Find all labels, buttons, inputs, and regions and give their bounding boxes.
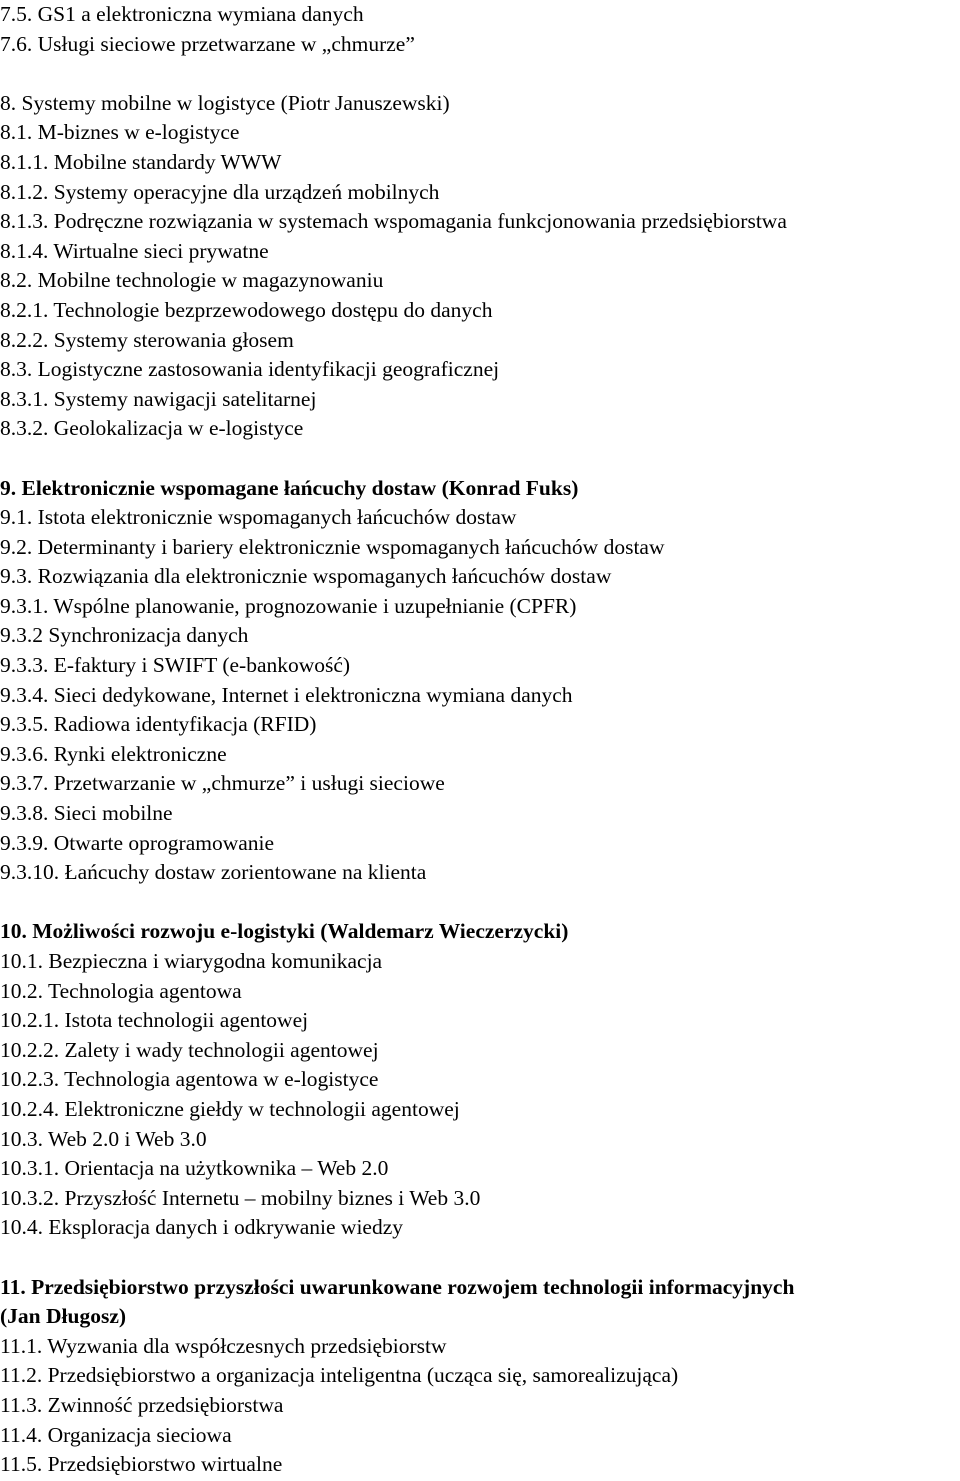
entry-number: 8.1.4. [0, 238, 49, 263]
entry-title: Determinanty i bariery elektronicznie wspomaganych łańcuchów dostaw [37, 534, 665, 559]
toc-entry [0, 1036, 960, 1066]
entry-number: 10.3.1. [0, 1156, 60, 1181]
toc-entry [0, 829, 960, 859]
toc-entry [0, 207, 960, 237]
entry-title: Technologia agentowa [48, 978, 242, 1003]
entry-title: Systemy operacyjne dla urządzeń mobilnych [53, 179, 440, 204]
toc-entry [0, 1006, 960, 1036]
entry-number: 9.3.7. [0, 771, 49, 796]
toc-entry [0, 266, 960, 296]
toc-entry [0, 1125, 960, 1155]
entry-number: 10.2.1. [0, 1008, 60, 1033]
entry-title: Rynki elektroniczne [53, 741, 227, 766]
entry-number: 9.3.1. [0, 593, 49, 618]
entry-number: 11.2. [0, 1363, 43, 1388]
chapter-heading: 11. Przedsiębiorstwo przyszłości uwarunkowane rozwojem technologii informacyjnych [0, 1274, 795, 1299]
entry-title: Systemy nawigacji satelitarnej [53, 386, 317, 411]
entry-title: Przedsiębiorstwo a organizacja inteligentna (ucząca się, samorealizująca) [47, 1363, 679, 1388]
entry-number: 8.2.1. [0, 297, 49, 322]
toc-entry [0, 562, 960, 592]
entry-title: Organizacja sieciowa [47, 1422, 232, 1447]
toc-entry [0, 1184, 960, 1214]
entry-number: 10.3.2. [0, 1185, 60, 1210]
entry-number: 9.3.5. [0, 712, 49, 737]
toc-section [0, 0, 960, 59]
entry-title: Zalety i wady technologii agentowej [64, 1037, 379, 1062]
entry-number: 8.2.2. [0, 327, 49, 352]
entry-title: Geolokalizacja w e-logistyce [53, 416, 304, 441]
entry-title: M-biznes w e-logistyce [37, 120, 240, 145]
entry-title: Sieci mobilne [53, 801, 173, 826]
section-spacer [0, 59, 960, 89]
entry-number: 11.5. [0, 1452, 43, 1477]
toc-entry [0, 385, 960, 415]
entry-title: Bezpieczna i wiarygodna komunikacja [48, 949, 383, 973]
toc-entry [0, 414, 960, 444]
toc-entry [0, 296, 960, 326]
chapter-heading: 9. Elektronicznie wspomagane łańcuchy dostaw (Konrad Fuks) [0, 475, 579, 500]
toc-entry [0, 681, 960, 711]
toc-entry [0, 148, 960, 178]
entry-number: 10.2.4. [0, 1096, 60, 1121]
entry-title: Technologie bezprzewodowego dostępu do danych [53, 297, 493, 322]
entry-number: 9.3.6. [0, 741, 49, 766]
entry-number: 8.3.2. [0, 416, 49, 441]
toc-entry [0, 1450, 960, 1480]
chapter-heading: 8. Systemy mobilne w logistyce (Piotr Januszewski) [0, 90, 450, 115]
toc-entry [0, 799, 960, 829]
entry-number: 8.3. [0, 357, 33, 382]
toc-entry [0, 178, 960, 208]
toc-section [0, 888, 960, 1243]
entry-number: 8.1.2. [0, 179, 49, 204]
entry-number: 9.3.8. [0, 801, 49, 826]
toc-entry [0, 651, 960, 681]
toc-entry [0, 503, 960, 533]
toc-entry [0, 355, 960, 385]
toc-entry [0, 118, 960, 148]
entry-number: 9.1. [0, 505, 33, 530]
entry-title: GS1 a elektroniczna wymiana danych [37, 2, 364, 26]
toc-entry [0, 326, 960, 356]
entry-number: 10.3. [0, 1126, 43, 1151]
entry-number: 9.3.3. [0, 653, 49, 678]
toc-section [0, 1243, 960, 1480]
entry-number: 10.2. [0, 978, 43, 1003]
toc-entry [0, 237, 960, 267]
entry-title: Web 2.0 i Web 3.0 [48, 1126, 207, 1151]
toc-entry [0, 1361, 960, 1391]
entry-number: 8.2. [0, 268, 33, 293]
toc-section [0, 59, 960, 444]
entry-title: Łańcuchy dostaw zorientowane na klienta [64, 860, 427, 885]
entry-title: Przedsiębiorstwo wirtualne [47, 1452, 283, 1477]
entry-number: 9.3. [0, 564, 33, 589]
toc-entry [0, 1154, 960, 1184]
entry-title: Przetwarzanie w „chmurze” i usługi sieciowe [53, 771, 445, 796]
entry-title: Radiowa identyfikacja (RFID) [53, 712, 317, 737]
entry-title: Wyzwania dla współczesnych przedsiębiorstw [47, 1333, 447, 1358]
entry-number: 10.2.3. [0, 1067, 60, 1092]
entry-title: Synchronizacja danych [48, 623, 249, 648]
toc-entry [0, 1065, 960, 1095]
toc-entry [0, 621, 960, 651]
entry-title: Mobilne technologie w magazynowaniu [37, 268, 384, 293]
toc-entry [0, 947, 960, 977]
toc-entry [0, 592, 960, 622]
section-spacer [0, 444, 960, 474]
entry-number: 8.1.3. [0, 209, 49, 234]
entry-title: Rozwiązania dla elektronicznie wspomaganych łańcuchów dostaw [37, 564, 612, 589]
entry-title: Eksploracja danych i odkrywanie wiedzy [48, 1215, 403, 1240]
entry-title: Zwinność przedsiębiorstwa [47, 1392, 284, 1417]
entry-number: 9.3.4. [0, 682, 49, 707]
entry-title: Podręczne rozwiązania w systemach wspomagania funkcjonowania przedsiębiorstwa [53, 209, 787, 234]
entry-title: Wirtualne sieci prywatne [53, 238, 269, 263]
toc-entry [0, 858, 960, 888]
entry-number: 11.3. [0, 1392, 43, 1417]
entry-number: 7.5. [0, 2, 33, 26]
entry-title: Orientacja na użytkownika – Web 2.0 [64, 1156, 389, 1181]
entry-title: Wspólne planowanie, prognozowanie i uzupełnianie (CPFR) [53, 593, 577, 618]
entry-title: Technologia agentowa w e-logistyce [64, 1067, 379, 1092]
entry-number: 10.2.2. [0, 1037, 60, 1062]
entry-number: 10.4. [0, 1215, 43, 1240]
entry-number: 9.2. [0, 534, 33, 559]
entry-title: Istota technologii agentowej [64, 1008, 309, 1033]
toc-entry [0, 710, 960, 740]
toc-entry [0, 1332, 960, 1362]
entry-number: 9.3.9. [0, 830, 49, 855]
entry-title: Mobilne standardy WWW [53, 149, 282, 174]
toc-entry [0, 977, 960, 1007]
entry-title: E-faktury i SWIFT (e-bankowość) [53, 653, 351, 678]
section-spacer [0, 1243, 960, 1273]
chapter-heading: 10. Możliwości rozwoju e-logistyki (Waldemarz Wieczerzycki) [0, 919, 569, 944]
toc-section [0, 444, 960, 888]
entry-title: Sieci dedykowane, Internet i elektroniczna wymiana danych [53, 682, 573, 707]
chapter-heading: (Jan Długosz) [0, 1304, 127, 1329]
entry-title: Elektroniczne giełdy w technologii agentowej [64, 1096, 460, 1121]
toc-entry [0, 0, 960, 30]
toc-entry [0, 769, 960, 799]
entry-title: Systemy sterowania głosem [53, 327, 294, 352]
toc-entry [0, 740, 960, 770]
toc-entry [0, 533, 960, 563]
toc-entry [0, 30, 960, 60]
entry-number: 8.3.1. [0, 386, 49, 411]
toc-entry [0, 1213, 960, 1243]
entry-number: 10.1. [0, 949, 43, 973]
entry-title: Logistyczne zastosowania identyfikacji geograficznej [37, 357, 500, 382]
toc-entry [0, 1095, 960, 1125]
entry-number: 8.1.1. [0, 149, 49, 174]
entry-number: 11.1. [0, 1333, 43, 1358]
entry-title: Usługi sieciowe przetwarzane w „chmurze” [37, 31, 415, 56]
entry-number: 9.3.10. [0, 860, 60, 885]
entry-title: Otwarte oprogramowanie [53, 830, 275, 855]
entry-number: 9.3.2 [0, 623, 43, 648]
toc-entry [0, 1421, 960, 1451]
toc-entry [0, 1391, 960, 1421]
entry-number: 7.6. [0, 31, 33, 56]
entry-title: Istota elektronicznie wspomaganych łańcuchów dostaw [37, 505, 517, 530]
entry-number: 8.1. [0, 120, 33, 145]
entry-title: Przyszłość Internetu – mobilny biznes i Web 3.0 [64, 1185, 481, 1210]
entry-number: 11.4. [0, 1422, 43, 1447]
section-spacer [0, 888, 960, 918]
